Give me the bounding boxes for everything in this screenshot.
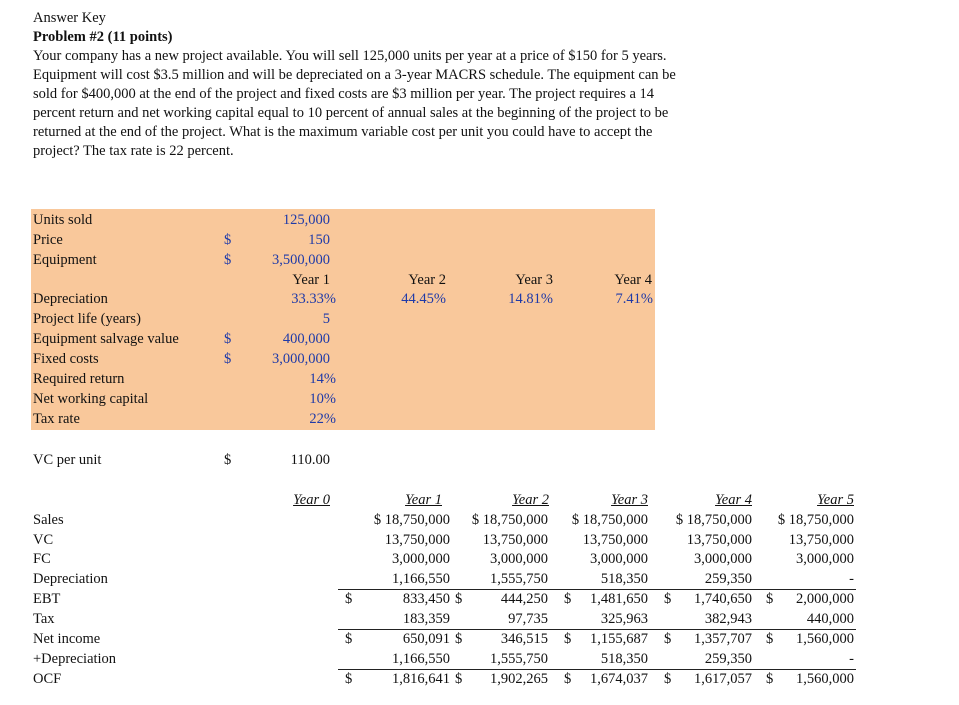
pdep-y3: 518,350 xyxy=(600,651,648,667)
problem-line: Your company has a new project available. You will sell 125,000 units per year at a price of $150 for 5 years. xyxy=(33,48,667,64)
ocf-y5: 1,560,000 xyxy=(796,671,854,687)
ebt-dollar-2: $ xyxy=(455,591,463,607)
salvage-label: Equipment salvage value xyxy=(33,331,179,347)
ni-dollar-5: $ xyxy=(766,631,774,647)
ebt-dollar-1: $ xyxy=(345,591,353,607)
ebt-dollar-4: $ xyxy=(664,591,672,607)
row-label-depreciation: Depreciation xyxy=(33,571,108,587)
pdep-y2: 1,555,750 xyxy=(490,651,548,667)
macrs-year-2: Year 2 xyxy=(408,272,446,288)
fc-y1: 3,000,000 xyxy=(392,551,450,567)
depreciation-label: Depreciation xyxy=(33,291,108,307)
row-label-plus-depreciation: +Depreciation xyxy=(33,651,117,667)
macrs-year-1: Year 1 xyxy=(292,272,330,288)
depr-rate-4: 7.41% xyxy=(615,291,653,307)
tax-y1: 183,359 xyxy=(402,611,450,627)
price-value: 150 xyxy=(308,232,330,248)
required-return-label: Required return xyxy=(33,371,125,387)
problem-line: percent return and net working capital equal to 10 percent of annual sales at the beginning of the project to be xyxy=(33,105,669,121)
ocf-y2: 1,902,265 xyxy=(490,671,548,687)
vc-label: VC per unit xyxy=(33,452,102,468)
vc-y4: 13,750,000 xyxy=(686,532,752,548)
price-dollar: $ xyxy=(224,232,232,248)
depr-rate-3: 14.81% xyxy=(508,291,553,307)
row-label-ebt: EBT xyxy=(33,591,61,607)
year-header-3: Year 3 xyxy=(611,492,648,508)
sales-y5: $ 18,750,000 xyxy=(777,512,854,528)
tax-rate-value: 22% xyxy=(309,411,336,427)
nwc-label: Net working capital xyxy=(33,391,149,407)
ebt-y4: 1,740,650 xyxy=(694,591,752,607)
vc-y2: 13,750,000 xyxy=(482,532,548,548)
ocf-dollar-4: $ xyxy=(664,671,672,687)
sales-y3: $ 18,750,000 xyxy=(571,512,648,528)
ni-y2: 346,515 xyxy=(500,631,548,647)
ocf-dollar-1: $ xyxy=(345,671,353,687)
sales-y1: $ 18,750,000 xyxy=(373,512,450,528)
fc-y5: 3,000,000 xyxy=(796,551,854,567)
problem-line: returned at the end of the project. What is the maximum variable cost per unit you could have to accept the xyxy=(33,124,653,140)
pdep-y1: 1,166,550 xyxy=(392,651,450,667)
problem-line: project? The tax rate is 22 percent. xyxy=(33,143,234,159)
pdep-y4: 259,350 xyxy=(704,651,752,667)
ni-dollar-4: $ xyxy=(664,631,672,647)
tax-y5: 440,000 xyxy=(806,611,854,627)
tax-y2: 97,735 xyxy=(508,611,548,627)
ni-dollar-1: $ xyxy=(345,631,353,647)
ebt-y1: 833,450 xyxy=(402,591,450,607)
vc-dollar: $ xyxy=(224,452,232,468)
fc-y4: 3,000,000 xyxy=(694,551,752,567)
macrs-year-3: Year 3 xyxy=(515,272,553,288)
tax-y3: 325,963 xyxy=(600,611,648,627)
nwc-value: 10% xyxy=(309,391,336,407)
salvage-value: 400,000 xyxy=(282,331,330,347)
ocf-y4: 1,617,057 xyxy=(694,671,752,687)
project-life-label: Project life (years) xyxy=(33,311,141,327)
equipment-value: 3,500,000 xyxy=(272,252,330,268)
tax-rate-label: Tax rate xyxy=(33,411,80,427)
equipment-dollar: $ xyxy=(224,252,232,268)
units-sold-value: 125,000 xyxy=(282,212,330,228)
dep-y3: 518,350 xyxy=(600,571,648,587)
equipment-label: Equipment xyxy=(33,252,97,268)
macrs-year-4: Year 4 xyxy=(614,272,652,288)
sales-y2: $ 18,750,000 xyxy=(471,512,548,528)
ocf-dollar-3: $ xyxy=(564,671,572,687)
fixed-costs-dollar: $ xyxy=(224,351,232,367)
problem-title: Problem #2 (11 points) xyxy=(33,29,173,45)
year-header-5: Year 5 xyxy=(817,492,854,508)
ocf-dollar-2: $ xyxy=(455,671,463,687)
units-sold-label: Units sold xyxy=(33,212,93,228)
row-label-tax: Tax xyxy=(33,611,55,627)
row-label-vc: VC xyxy=(33,532,54,548)
row-label-ocf: OCF xyxy=(33,671,62,687)
vc-y5: 13,750,000 xyxy=(788,532,854,548)
year-header-2: Year 2 xyxy=(512,492,549,508)
ni-dollar-3: $ xyxy=(564,631,572,647)
year-header-4: Year 4 xyxy=(715,492,752,508)
ocf-y1: 1,816,641 xyxy=(392,671,450,687)
ni-y5: 1,560,000 xyxy=(796,631,854,647)
dep-y2: 1,555,750 xyxy=(490,571,548,587)
fc-y2: 3,000,000 xyxy=(490,551,548,567)
sales-y4: $ 18,750,000 xyxy=(675,512,752,528)
ocf-y3: 1,674,037 xyxy=(590,671,648,687)
answer-key-heading: Answer Key xyxy=(33,10,106,26)
fc-y3: 3,000,000 xyxy=(590,551,648,567)
depr-rate-2: 44.45% xyxy=(401,291,446,307)
problem-statement xyxy=(33,9,753,161)
ebt-dollar-3: $ xyxy=(564,591,572,607)
problem-line: sold for $400,000 at the end of the project and fixed costs are $3 million per year. The project requires a 14 xyxy=(33,86,655,102)
ni-y4: 1,357,707 xyxy=(694,631,752,647)
vc-value: 110.00 xyxy=(290,452,330,468)
row-label-fc: FC xyxy=(33,551,51,567)
project-life-value: 5 xyxy=(322,311,330,327)
vc-y1: 13,750,000 xyxy=(384,532,450,548)
salvage-dollar: $ xyxy=(224,331,232,347)
required-return-value: 14% xyxy=(309,371,336,387)
pdep-y5: - xyxy=(849,651,854,667)
ocf-dollar-5: $ xyxy=(766,671,774,687)
dep-y1: 1,166,550 xyxy=(392,571,450,587)
fixed-costs-label: Fixed costs xyxy=(33,351,99,367)
ni-dollar-2: $ xyxy=(455,631,463,647)
row-label-net-income: Net income xyxy=(33,631,101,647)
price-label: Price xyxy=(33,232,63,248)
vc-y3: 13,750,000 xyxy=(582,532,648,548)
ebt-y2: 444,250 xyxy=(500,591,548,607)
ebt-dollar-5: $ xyxy=(766,591,774,607)
ebt-y3: 1,481,650 xyxy=(590,591,648,607)
year-header-0: Year 0 xyxy=(293,492,330,508)
ni-y3: 1,155,687 xyxy=(590,631,648,647)
dep-y5: - xyxy=(849,571,854,587)
tax-y4: 382,943 xyxy=(704,611,752,627)
fixed-costs-value: 3,000,000 xyxy=(272,351,330,367)
year-header-1: Year 1 xyxy=(405,492,442,508)
row-label-sales: Sales xyxy=(33,512,64,528)
problem-line: Equipment will cost $3.5 million and will be depreciated on a 3-year MACRS schedule. The equipment can be xyxy=(33,67,676,83)
depr-rate-1: 33.33% xyxy=(291,291,336,307)
dep-y4: 259,350 xyxy=(704,571,752,587)
ni-y1: 650,091 xyxy=(402,631,450,647)
ebt-y5: 2,000,000 xyxy=(796,591,854,607)
